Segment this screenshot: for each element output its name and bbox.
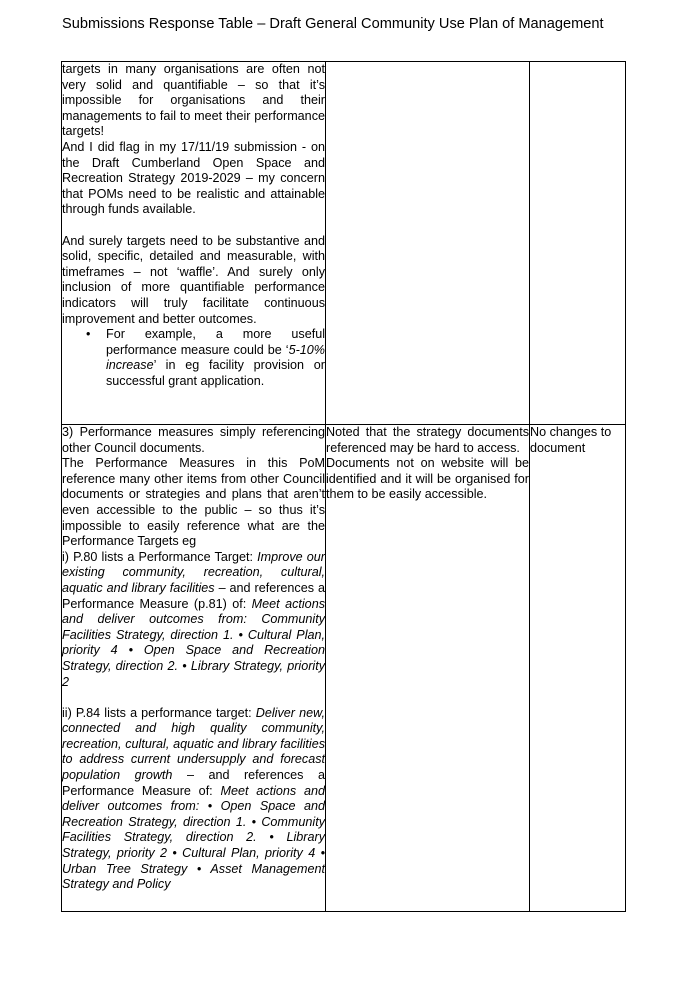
- submission-item: i) P.80 lists a Performance Target: Improve our existing community, recreation, cultural, aquatic and library facilities – and references a Performance Measure (p.81) of: Meet actions and deliver outcomes from: Community Facilities Strategy, direction 1. • Cultural Plan, priority 4 • Open Space and Recreation Strategy, direction 2. • Library Strategy, priority 2: [62, 549, 326, 689]
- submission-paragraph: The Performance Measures in this PoM reference many other items from other Council documents or strategies and plans that aren’t even accessible to the public – so thus it’s impossible to easily reference what are the Performance Targets eg: [62, 456, 325, 549]
- submission-paragraph: targets in many organisations are often not very solid and quantifiable – so that it’s impossible for organisations and their managements to fail to meet their performance targets!: [62, 62, 325, 139]
- outcome-cell: [530, 62, 626, 425]
- list-item: • For example, a more useful performance measure could be ‘5-10% increase’ in eg facility provision or successful grant application.: [106, 327, 325, 389]
- submission-paragraph: And surely targets need to be substantive and solid, specific, detailed and measurable, with timeframes – not ‘waffle’. And surely only inclusion of more quantifiable performance indicators will truly facilitate continuous improvement and better outcomes.: [62, 233, 325, 326]
- submission-heading: 3) Performance measures simply referencing other Council documents.: [62, 425, 325, 455]
- response-cell: [326, 425, 530, 912]
- response-cell: [326, 62, 530, 425]
- table-row: [62, 425, 626, 912]
- bullet-list: [62, 327, 325, 389]
- submission-cell: [62, 62, 326, 425]
- response-paragraph: Documents not on website will be identified and it will be organised for them to be easily accessible.: [326, 456, 529, 502]
- response-paragraph: Noted that the strategy documents referenced may be hard to access.: [326, 425, 529, 455]
- submission-item: ii) P.84 lists a performance target: Deliver new, connected and high quality community, recreation, cultural, aquatic and library facilities to address current undersupply and forecast population growth – and references a Performance Measure of: Meet actions and deliver outcomes from: • Open Space and Recreation Strategy, direction 1. • Community Facilities Strategy, direction 2. • Library Strategy, priority 2 • Cultural Plan, priority 4 • Urban Tree Strategy • Asset Management Strategy and Policy: [62, 705, 325, 892]
- submission-cell: [62, 425, 326, 912]
- italic-example: 5-10% increase: [106, 342, 325, 373]
- outcome-text: No changes to document: [530, 425, 612, 455]
- submissions-response-table: [61, 61, 626, 912]
- outcome-cell: [530, 425, 626, 912]
- page-header: Submissions Response Table – Draft General Community Use Plan of Management: [62, 16, 604, 32]
- submission-paragraph: And I did flag in my 17/11/19 submission - on the Draft Cumberland Open Space and Recreation Strategy 2019-2029 – my concern that POMs need to be realistic and attainable through funds available.: [62, 139, 325, 217]
- table-row: [62, 62, 626, 425]
